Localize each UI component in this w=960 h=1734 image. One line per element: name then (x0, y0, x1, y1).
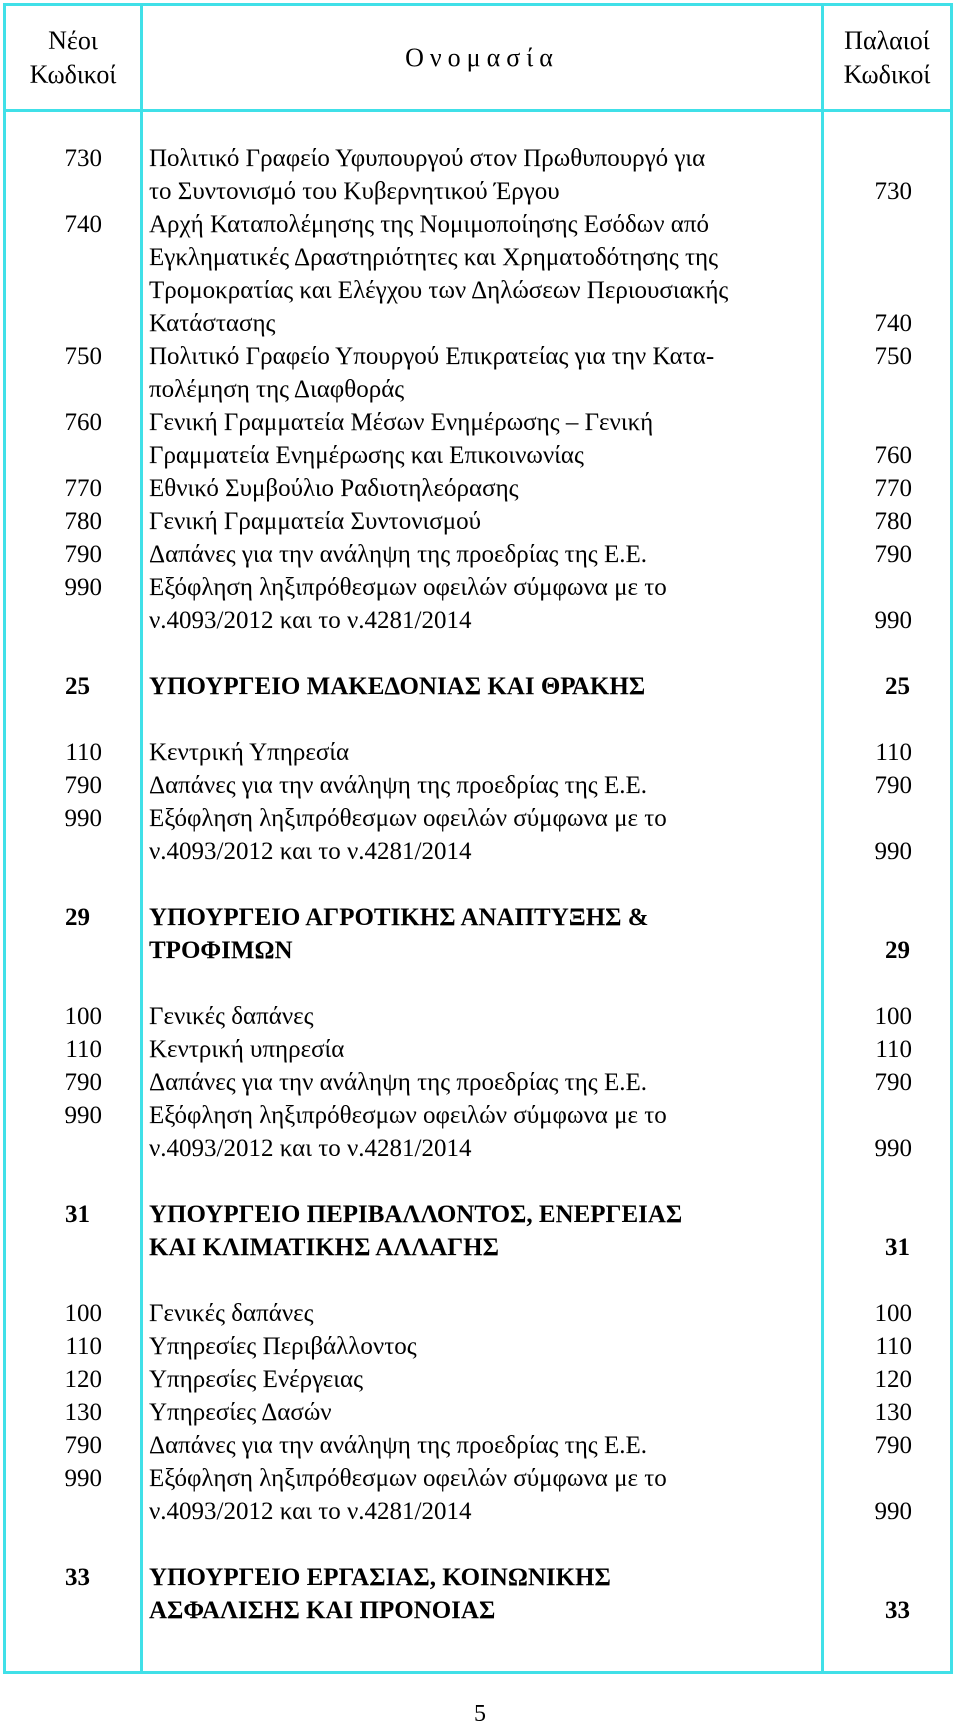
new-code: 790 (64, 541, 102, 568)
table-header (6, 6, 950, 112)
item-name: Γενική Γραμματεία Μέσων Ενημέρωσης – Γενική Γραμματεία Ενημέρωσης και Επικοινωνίας (149, 409, 654, 469)
item-name: Εξόφληση ληξιπρόθεσμων οφειλών σύμφωνα με το ν.4093/2012 και το ν.4281/2014 (149, 1102, 667, 1162)
old-code: 100 (874, 1003, 912, 1030)
new-code: 120 (64, 1366, 102, 1393)
new-code: 760 (64, 409, 102, 436)
old-code: 110 (875, 1036, 912, 1063)
table-row (6, 1330, 950, 1363)
header-old-codes (824, 6, 950, 109)
new-code: 750 (64, 343, 102, 370)
old-code: 790 (874, 541, 912, 568)
old-code: 110 (875, 739, 912, 766)
table-row (6, 1429, 950, 1462)
table-row (6, 802, 950, 868)
item-name: Υπηρεσίες Ενέργειας (149, 1366, 363, 1393)
table-row (6, 1462, 950, 1528)
new-code: 130 (64, 1399, 102, 1426)
new-code: 740 (64, 211, 102, 238)
section-row (6, 1561, 950, 1627)
section-row (6, 670, 950, 703)
item-name: Αρχή Καταπολέμησης της Νομιμοποίησης Εσόδων από Εγκληματικές Δραστηριότητες και Χρηματοδότησης της Τρομοκρατίας και Ελέγχου των Δηλώσεων Περιουσιακής Κατάστασης (149, 211, 729, 337)
item-name: Δαπάνες για την ανάληψη της προεδρίας της Ε.Ε. (149, 1069, 647, 1096)
table-row (6, 1297, 950, 1330)
item-name: Πολιτικό Γραφείο Υπουργού Επικρατείας για την Κατα- πολέμηση της Διαφθοράς (149, 343, 715, 403)
header-new-codes-label: Νέοι Κωδικοί (29, 25, 117, 89)
ministry-name: ΥΠΟΥΡΓΕΙΟ ΠΕΡΙΒΑΛΛΟΝΤΟΣ, ΕΝΕΡΓΕΙΑΣ ΚΑΙ ΚΛΙΜΑΤΙΚΗΣ ΑΛΛΑΓΗΣ (149, 1201, 683, 1261)
old-code: 990 (874, 1135, 912, 1162)
table-body (6, 142, 950, 1660)
item-name: Γενική Γραμματεία Συντονισμού (149, 508, 482, 535)
item-name: Δαπάνες για την ανάληψη της προεδρίας της Ε.Ε. (149, 772, 647, 799)
table-row (6, 571, 950, 637)
header-old-codes-label: Παλαιοί Κωδικοί (843, 25, 931, 89)
old-code: 790 (874, 1069, 912, 1096)
old-code: 100 (874, 1300, 912, 1327)
table-row (6, 406, 950, 472)
item-name: Δαπάνες για την ανάληψη της προεδρίας της Ε.Ε. (149, 541, 647, 568)
table-row (6, 769, 950, 802)
page-number: 5 (474, 1701, 486, 1727)
old-code: 31 (885, 1234, 910, 1261)
code-table (3, 3, 953, 1674)
table-row (6, 1363, 950, 1396)
new-code: 780 (64, 508, 102, 535)
table-row (6, 340, 950, 406)
new-code: 990 (64, 805, 102, 832)
ministry-name: ΥΠΟΥΡΓΕΙΟ ΕΡΓΑΣΙΑΣ, ΚΟΙΝΩΝΙΚΗΣ ΑΣΦΑΛΙΣΗΣ ΚΑΙ ΠΡΟΝΟΙΑΣ (149, 1564, 611, 1624)
item-name: Εξόφληση ληξιπρόθεσμων οφειλών σύμφωνα με το ν.4093/2012 και το ν.4281/2014 (149, 805, 667, 865)
ministry-name: ΥΠΟΥΡΓΕΙΟ ΜΑΚΕΔΟΝΙΑΣ ΚΑΙ ΘΡΑΚΗΣ (149, 673, 646, 700)
old-code: 790 (874, 772, 912, 799)
item-name: Δαπάνες για την ανάληψη της προεδρίας της Ε.Ε. (149, 1432, 647, 1459)
item-name: Εξόφληση ληξιπρόθεσμων οφειλών σύμφωνα με το ν.4093/2012 και το ν.4281/2014 (149, 1465, 667, 1525)
new-code: 110 (65, 1036, 102, 1063)
old-code: 790 (874, 1432, 912, 1459)
old-code: 130 (874, 1399, 912, 1426)
item-name: Εθνικό Συμβούλιο Ραδιοτηλεόρασης (149, 475, 519, 502)
old-code: 990 (874, 838, 912, 865)
item-name: Γενικές δαπάνες (149, 1003, 314, 1030)
old-code: 770 (874, 475, 912, 502)
item-name: Υπηρεσίες Δασών (149, 1399, 332, 1426)
old-code: 780 (874, 508, 912, 535)
old-code: 33 (885, 1597, 910, 1624)
old-code: 120 (874, 1366, 912, 1393)
old-code: 990 (874, 607, 912, 634)
table-row (6, 1396, 950, 1429)
new-code: 100 (64, 1300, 102, 1327)
header-new-codes (6, 6, 140, 109)
new-code: 730 (64, 145, 102, 172)
new-code: 29 (65, 904, 90, 931)
old-code: 760 (874, 442, 912, 469)
item-name: Κεντρική Υπηρεσία (149, 739, 350, 766)
table-row (6, 1066, 950, 1099)
table-row (6, 538, 950, 571)
new-code: 110 (65, 739, 102, 766)
new-code: 790 (64, 1069, 102, 1096)
new-code: 110 (65, 1333, 102, 1360)
new-code: 990 (64, 1465, 102, 1492)
new-code: 790 (64, 772, 102, 799)
old-code: 740 (874, 310, 912, 337)
table-row (6, 142, 950, 208)
old-code: 750 (874, 343, 912, 370)
table-row (6, 1099, 950, 1165)
table-row (6, 1000, 950, 1033)
table-row (6, 208, 950, 340)
new-code: 990 (64, 1102, 102, 1129)
new-code: 33 (65, 1564, 90, 1591)
new-code: 790 (64, 1432, 102, 1459)
old-code: 29 (885, 937, 910, 964)
header-name (143, 6, 821, 109)
section-row (6, 1198, 950, 1264)
section-row (6, 901, 950, 967)
old-code: 990 (874, 1498, 912, 1525)
new-code: 25 (65, 673, 90, 700)
old-code: 730 (874, 178, 912, 205)
ministry-name: ΥΠΟΥΡΓΕΙΟ ΑΓΡΟΤΙΚΗΣ ΑΝΑΠΤΥΞΗΣ & ΤΡΟΦΙΜΩΝ (149, 904, 649, 964)
header-name-label: Ονομασία (405, 42, 559, 72)
item-name: Κεντρική υπηρεσία (149, 1036, 345, 1063)
table-row (6, 1033, 950, 1066)
table-row (6, 736, 950, 769)
new-code: 990 (64, 574, 102, 601)
old-code: 25 (885, 673, 910, 700)
item-name: Υπηρεσίες Περιβάλλοντος (149, 1333, 417, 1360)
new-code: 100 (64, 1003, 102, 1030)
new-code: 31 (65, 1201, 90, 1228)
old-code: 110 (875, 1333, 912, 1360)
item-name: Γενικές δαπάνες (149, 1300, 314, 1327)
item-name: Εξόφληση ληξιπρόθεσμων οφειλών σύμφωνα με το ν.4093/2012 και το ν.4281/2014 (149, 574, 667, 634)
item-name: Πολιτικό Γραφείο Υφυπουργού στον Πρωθυπουργό για το Συντονισμό του Κυβερνητικού Έργου (149, 145, 706, 205)
table-row (6, 472, 950, 505)
table-row (6, 505, 950, 538)
new-code: 770 (64, 475, 102, 502)
